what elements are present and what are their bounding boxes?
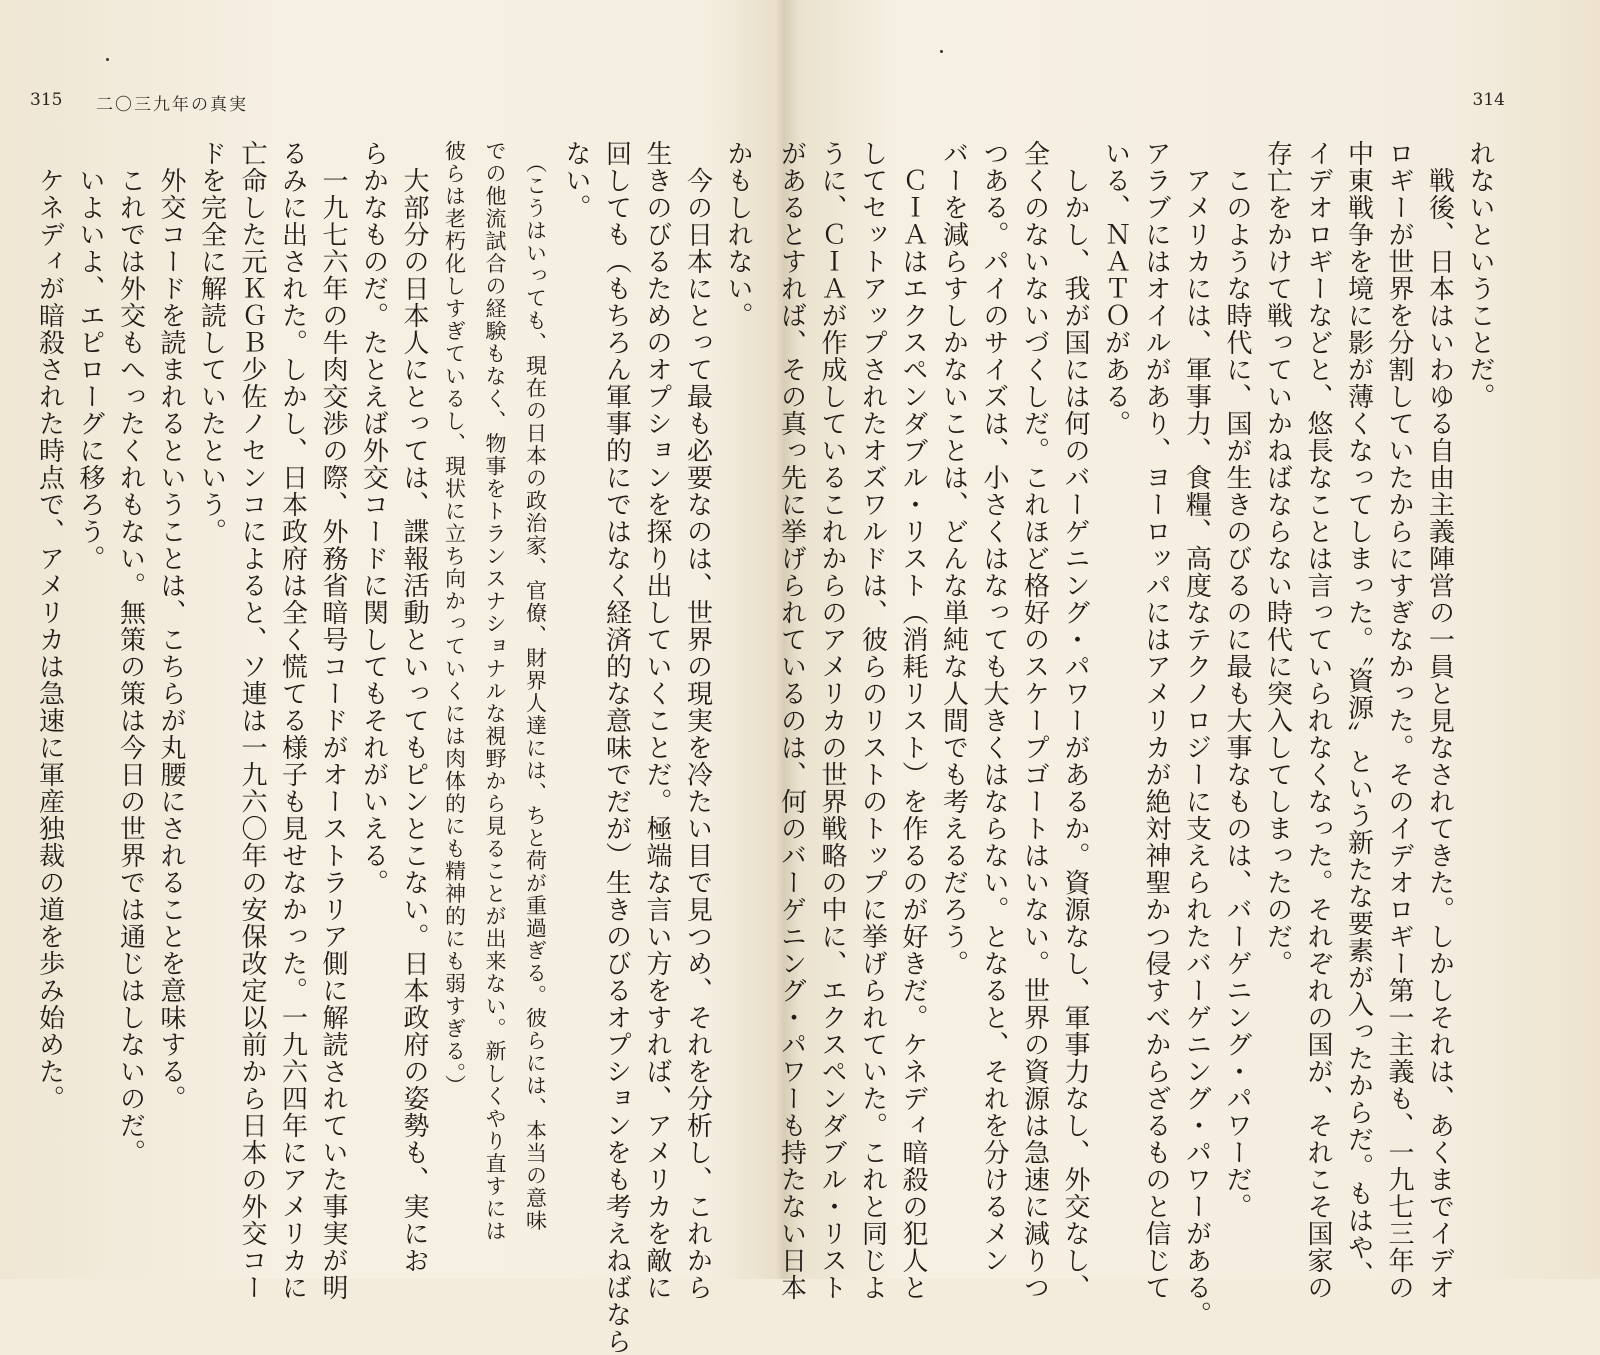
text-line: 一九七六年の牛肉交渉の際、外務省暗号コードがオーストラリア側に解読されていた事実が明 bbox=[318, 140, 348, 1301]
text-line: 中東戦争を境に影が薄くなってしまった。〝資源〟という新たな要素が入ったからだ。もはや、 bbox=[1343, 140, 1374, 1288]
text-line: らかなものだ。たとえば外交コードに関してもそれがいえる。 bbox=[358, 140, 389, 896]
text-line: 回しても（もちろん軍事的にではなく経済的な意味でだが）生きのびるオプションをも考えねばなら bbox=[601, 140, 632, 1355]
text-line: 大部分の日本人にとっては、諜報活動といってもピンとこない。日本政府の姿勢も、実にお bbox=[399, 140, 429, 1274]
text-line: るみに出された。しかし、日本政府は全く慌てる様子も見せなかった。一九六四年にアメリカに bbox=[277, 140, 308, 1301]
text-line: ない。 bbox=[561, 140, 591, 221]
text-line: があるとすれば、その真っ先に挙げられているのは、何のバーゲニング・パワーも持たない日本 bbox=[776, 140, 807, 1301]
text-line: イデオロギーなどと、悠長なことは言っていられなくなった。それぞれの国が、それこそ国家の bbox=[1303, 140, 1333, 1301]
text-line: うに、ＣＩＡが作成しているこれからのアメリカの世界戦略の中に、エクスペンダブル・リスト bbox=[817, 140, 847, 1301]
text-line: 存亡をかけて戦っていかねばならない時代に突入してしまったのだ。 bbox=[1262, 140, 1293, 977]
text-line: つある。パイのサイズは、小さくはなっても大きくはならない。となると、それを分けるメン bbox=[979, 140, 1009, 1274]
text-line: ＣＩＡはエクスペンダブル・リスト（消耗リスト）を作るのが好きだ。ケネディ暗殺の犯人と bbox=[898, 140, 928, 1301]
text-line: 戦後、日本はいわゆる自由主義陣営の一員と見なされてきた。しかしそれは、あくまでイデオ bbox=[1424, 140, 1455, 1301]
right-page bbox=[776, 0, 1600, 1328]
text-line: バーを減らすしかないことは、どんな単純な人間でも考えるだろう。 bbox=[938, 140, 969, 977]
text-line: いる、ＮＡＴＯがある。 bbox=[1100, 140, 1131, 437]
text-line: ケネディが暗殺された時点で、アメリカは急速に軍産独裁の道を歩み始めた。 bbox=[34, 140, 65, 1112]
text-line: 全くのないないづくしだ。これほど格好のスケープゴートはいない。世界の資源は急速に減りつ bbox=[1019, 140, 1050, 1301]
text-line: 外交コードを読まれるということは、こちらが丸腰にされることを意味する。 bbox=[156, 140, 186, 1112]
text-line: （こうはいっても、現在の日本の政治家、官僚、財界人達には、ちと荷が重過ぎる。彼らには、本当の意味 bbox=[523, 140, 548, 1232]
text-line: での他流試合の経験もなく、物事をトランスナショナルな視野から見ることが出来ない。新しくやり直すには bbox=[483, 140, 507, 1243]
text-line: かもしれない。 bbox=[723, 140, 753, 329]
text-line: ロギーが世界を分割していたからにすぎなかった。そのイデオロギー第一主義も、一九七三年の bbox=[1384, 140, 1414, 1301]
page-number-315: 315 bbox=[30, 90, 63, 110]
text-line: れないということだ。 bbox=[1465, 140, 1495, 410]
print-speck bbox=[940, 50, 943, 53]
right-page-body bbox=[776, 140, 1500, 1328]
text-line: 亡命した元ＫＧＢ少佐ノセンコによると、ソ連は一九六〇年の安保改定以前から日本の外交コー bbox=[237, 140, 267, 1301]
text-line: してセットアップされたオズワルドは、彼らのリストのトップに挙げられていた。これと同じよ bbox=[857, 140, 888, 1301]
text-line: アラブにはオイルがあり、ヨーロッパにはアメリカが絶対神聖かつ侵すべからざるものと信じて bbox=[1141, 140, 1171, 1301]
text-line: いよいよ、エピローグに移ろう。 bbox=[75, 140, 105, 572]
print-speck bbox=[106, 58, 109, 61]
text-line: 彼らは老朽化しすぎているし、現状に立ち向かっていくには肉体的にも精神的にも弱すぎる。） bbox=[442, 140, 467, 1097]
text-line: このような時代に、国が生きのびるのに最も大事なものは、バーゲニング・パワーだ。 bbox=[1222, 140, 1252, 1220]
text-line: アメリカには、軍事力、食糧、高度なテクノロジーに支えられたバーゲニング・パワーがある。 bbox=[1181, 140, 1212, 1328]
text-line: これでは外交もへったくれもない。無策の策は今日の世界では通じはしないのだ。 bbox=[115, 140, 146, 1166]
left-page bbox=[0, 0, 780, 1355]
page-number-314: 314 bbox=[1472, 90, 1505, 110]
left-page-body bbox=[23, 140, 758, 1355]
text-line: しかし、我が国には何のバーゲニング・パワーがあるか。資源なし、軍事力なし、外交なし、 bbox=[1060, 140, 1090, 1301]
text-line: 今の日本にとって最も必要なのは、世界の現実を冷たい目で見つめ、それを分析し、これから bbox=[682, 140, 713, 1301]
running-title: 二〇三九年の真実 bbox=[96, 95, 248, 115]
text-line: 生きのびるためのオプションを探り出していくことだ。極端な言い方をすれば、アメリカを敵に bbox=[642, 140, 672, 1301]
text-line: ドを完全に解読していたという。 bbox=[196, 140, 227, 545]
